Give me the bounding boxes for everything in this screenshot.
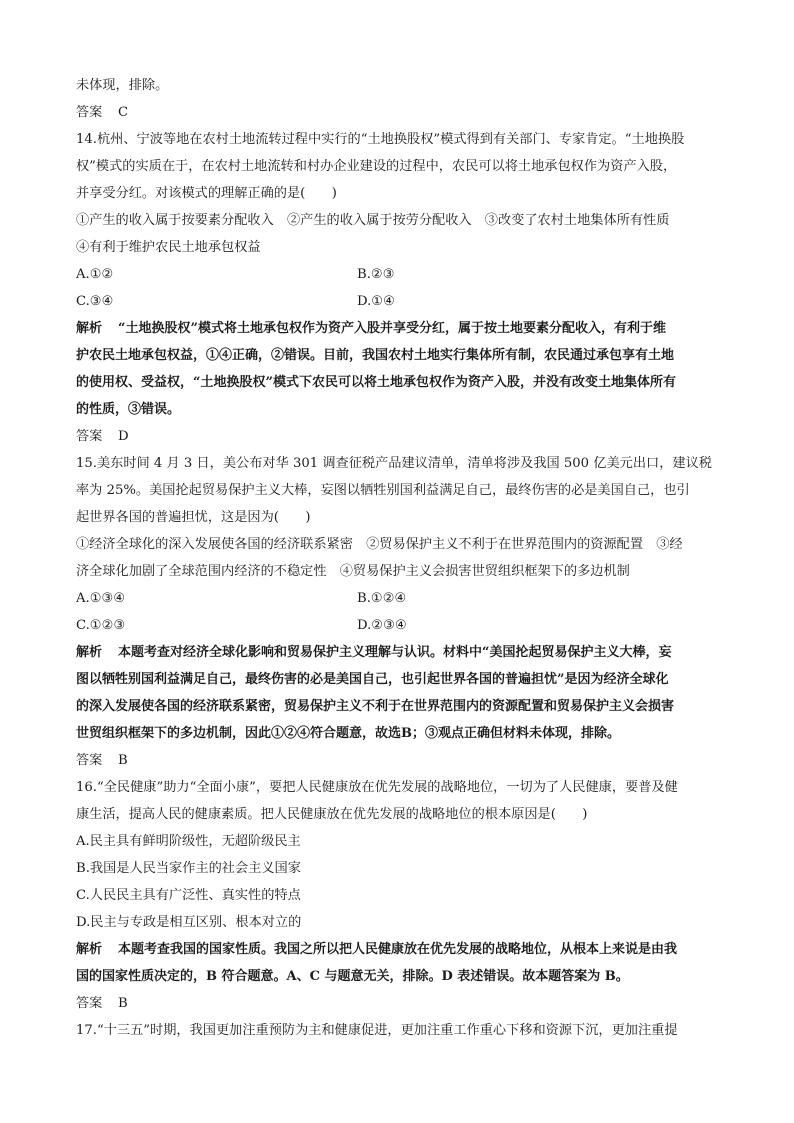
analysis-label: 解析 xyxy=(76,942,103,957)
option-row xyxy=(76,585,728,612)
analysis-line xyxy=(76,639,728,666)
answer-line xyxy=(76,99,728,126)
answer-label: 答案 xyxy=(76,429,103,444)
answer-value: D xyxy=(118,429,129,444)
option-row xyxy=(76,288,728,315)
analysis-line: 的使用权、受益权，“土地换股权”模式下农民可以将土地承包权作为资产入股，并没有改变土地集体所有 xyxy=(76,375,676,390)
option-a: A.①② xyxy=(76,267,114,282)
analysis-text: 本题考查我国的国家性质。我国之所以把人民健康放在优先发展的战略地位，从根本上来说是由我 xyxy=(118,942,678,957)
question-line: 14.杭州、宁波等地在农村土地流转过程中实行的“土地换股权”模式得到有关部门、专家肯定。“土地换股 xyxy=(76,132,685,147)
option-c: C.人民民主具有广泛性、真实性的特点 xyxy=(76,888,301,903)
question-17 xyxy=(76,1017,728,1044)
question-line: ①经济全球化的深入发展使各国的经济联系紧密 ②贸易保护主义不利于在世界范围内的资源配置 ③经 xyxy=(76,537,683,552)
analysis-label: 解析 xyxy=(76,321,103,336)
question-line: ④有利于维护农民土地承包权益 xyxy=(76,240,261,255)
page-content xyxy=(76,72,728,1044)
question-line: 率为 25%。美国抡起贸易保护主义大棒，妄图以牺牲别国利益满足自己，最终伤害的必是美国自己，也引 xyxy=(76,483,690,498)
answer-value: C xyxy=(118,105,129,120)
option-b: B.②③ xyxy=(357,267,395,282)
analysis-text: “土地换股权”模式将土地承包权作为资产入股并享受分红，属于按土地要素分配收入，有利于维 xyxy=(118,321,666,336)
analysis-line: 的深入发展使各国的经济联系紧密，贸易保护主义不利于在世界范围内的资源配置和贸易保护主义会损害 xyxy=(76,699,675,714)
analysis-line xyxy=(76,315,728,342)
analysis-line xyxy=(76,936,728,963)
option-d: D.①④ xyxy=(357,294,395,309)
option-c: C.①②③ xyxy=(76,618,126,633)
question-line: 济全球化加剧了全球范围内经济的不稳定性 ④贸易保护主义会损害世贸组织框架下的多边机制 xyxy=(76,564,630,579)
option-c: C.③④ xyxy=(76,294,114,309)
analysis-label: 解析 xyxy=(76,645,103,660)
option-row xyxy=(76,261,728,288)
answer-value: B xyxy=(118,753,128,768)
answer-label: 答案 xyxy=(76,996,103,1011)
analysis-line: 护农民土地承包权益，①④正确，②错误。目前，我国农村土地实行集体所有制，农民通过承包享有土地 xyxy=(76,348,675,363)
option-b: B.我国是人民当家作主的社会主义国家 xyxy=(76,861,301,876)
question-line: 康生活，提高人民的健康素质。把人民健康放在优先发展的战略地位的根本原因是( ) xyxy=(76,807,588,822)
option-d: D.②③④ xyxy=(357,618,407,633)
question-line: ①产生的收入属于按要素分配收入 ②产生的收入属于按劳分配收入 ③改变了农村土地集体所有性质 xyxy=(76,213,670,228)
analysis-line: 国的国家性质决定的，B 符合题意。A、C 与题意无关，排除。D 表述错误。故本题答案为 B。 xyxy=(76,969,629,984)
analysis-line: 世贸组织框架下的多边机制，因此①②④符合题意，故选B；③观点正确但材料未体现，排除。 xyxy=(76,726,620,741)
question-line: 并享受分红。对该模式的理解正确的是( ) xyxy=(76,186,337,201)
question-line: 起世界各国的普遍担忧，这是因为( ) xyxy=(76,510,311,525)
continuation-line: 未体现，排除。 xyxy=(76,78,169,93)
option-row xyxy=(76,612,728,639)
answer-label: 答案 xyxy=(76,105,103,120)
question-line: 权”模式的实质在于，在农村土地流转和村办企业建设的过程中，农民可以将土地承包权作为资产入股， xyxy=(76,159,677,174)
question-line: 17.“十三五”时期，我国更加注重预防为主和健康促进，更加注重工作重心下移和资源下沉，更加注重提 xyxy=(76,1023,678,1038)
analysis-line: 图以牺牲别国利益满足自己，最终伤害的必是美国自己，也引起世界各国的普遍担忧”是因为经济全球化 xyxy=(76,672,669,687)
question-line: 15.美东时间 4 月 3 日，美公布对华 301 调查征税产品建议清单，清单将涉及我国 500 亿美元出口，建议税 xyxy=(76,456,712,471)
question-15 xyxy=(76,450,728,774)
answer-line xyxy=(76,423,728,450)
option-a: A.①③④ xyxy=(76,591,126,606)
question-line: 16.“全民健康”助力“全面小康”，要把人民健康放在优先发展的战略地位，一切为了人民健康，要普及健 xyxy=(76,780,678,795)
answer-line xyxy=(76,747,728,774)
analysis-line: 的性质，③错误。 xyxy=(76,402,181,417)
question-16 xyxy=(76,774,728,1017)
question-14 xyxy=(76,126,728,450)
answer-value: B xyxy=(118,996,128,1011)
analysis-text: 本题考查对经济全球化影响和贸易保护主义理解与认识。材料中“美国抡起贸易保护主义大棒，妄 xyxy=(118,645,672,660)
answer-line xyxy=(76,990,728,1017)
answer-label: 答案 xyxy=(76,753,103,768)
option-a: A.民主具有鲜明阶级性，无超阶级民主 xyxy=(76,834,301,849)
option-b: B.①②④ xyxy=(357,591,407,606)
option-d: D.民主与专政是相互区别、根本对立的 xyxy=(76,915,302,930)
